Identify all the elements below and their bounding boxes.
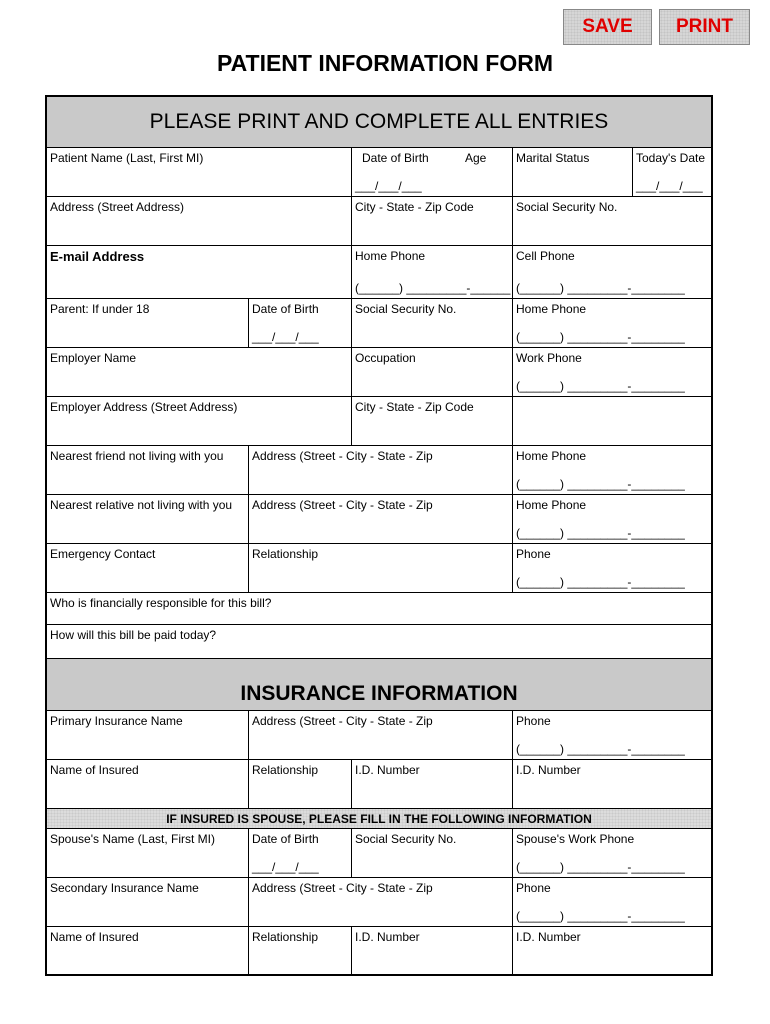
field-label: Spouse's Name (Last, First MI) [50,832,215,846]
blank-line: (______) _________-________ [516,477,685,491]
occupation-field[interactable] [352,348,513,397]
blank-line: (______) _________-________ [516,742,685,756]
empty-cell [513,397,711,446]
field-label: City - State - Zip Code [355,400,474,414]
field-label: Patient Name (Last, First MI) [50,151,204,165]
field-label: Date of Birth [252,832,319,846]
id-number-field-3[interactable] [352,927,513,974]
blank-line: ___/___/___ [355,179,422,193]
field-label: Home Phone [516,449,587,463]
financially-responsible-field[interactable] [47,593,711,625]
primary-insurance-address-field[interactable] [249,711,513,760]
id-number-field-4[interactable] [513,927,711,974]
field-label: Today's Date [636,151,705,165]
field-label: Social Security No. [355,832,457,846]
primary-insurance-name-field[interactable] [47,711,249,760]
field-label: Employer Name [50,351,137,365]
spouse-dob-field[interactable] [249,829,352,878]
field-label: E-mail Address [50,249,145,264]
field-label: Occupation [355,351,416,365]
name-of-insured-field-2[interactable] [47,927,249,974]
email-field[interactable] [47,246,352,299]
blank-line: (______) _________-________ [516,379,685,393]
work-phone-field[interactable] [513,348,711,397]
age-field[interactable] [443,148,513,197]
field-label: Address (Street - City - State - Zip [252,498,433,512]
field-label: Employer Address (Street Address) [50,400,238,414]
field-label: Primary Insurance Name [50,714,183,728]
parent-dob-field[interactable] [249,299,352,348]
cell-phone-field[interactable] [513,246,711,299]
blank-line: (______) _________-________ [516,281,685,295]
field-label: I.D. Number [516,763,581,777]
patient-form [45,95,713,976]
insurance-header: INSURANCE INFORMATION [47,659,711,711]
field-label: Date of Birth [362,151,429,165]
field-label: City - State - Zip Code [355,200,474,214]
secondary-insurance-address-field[interactable] [249,878,513,927]
field-label: Home Phone [516,302,587,316]
spouse-ssn-field[interactable] [352,829,513,878]
field-label: Phone [516,547,551,561]
blank-line: (______) _________-________ [516,575,685,589]
blank-line: (______) _________-________ [516,526,685,540]
relative-phone-field[interactable] [513,495,711,544]
parent-field[interactable] [47,299,249,348]
form-title: PATIENT INFORMATION FORM [216,50,553,76]
employer-address-field[interactable] [47,397,352,446]
blank-line: (______) _________-________ [516,330,685,344]
nearest-friend-field[interactable] [47,446,249,495]
friend-address-field[interactable] [249,446,513,495]
field-label: How will this bill be paid today? [50,628,217,642]
field-label: Address (Street - City - State - Zip [252,449,433,463]
address-field[interactable] [47,197,352,246]
blank-line: ___/___/___ [252,330,319,344]
blank-line: (______) _________-________ [516,909,685,923]
home-phone-field[interactable] [352,246,513,299]
parent-ssn-field[interactable] [352,299,513,348]
relationship-field[interactable] [249,760,352,809]
city-state-zip-field[interactable] [352,197,513,246]
spouse-subheader: IF INSURED IS SPOUSE, PLEASE FILL IN THE FOLLOWING INFORMATION [47,809,711,829]
field-label: Name of Insured [50,763,139,777]
field-label: Emergency Contact [50,547,156,561]
nearest-relative-field[interactable] [47,495,249,544]
field-label: Address (Street Address) [50,200,185,214]
field-label: Nearest relative not living with you [50,498,233,512]
blank-line: ___/___/___ [636,179,703,193]
relative-address-field[interactable] [249,495,513,544]
field-label: I.D. Number [355,930,420,944]
friend-phone-field[interactable] [513,446,711,495]
emergency-relationship-field[interactable] [249,544,513,593]
field-label: Marital Status [516,151,590,165]
employer-name-field[interactable] [47,348,352,397]
field-label: Phone [516,881,551,895]
field-label: I.D. Number [516,930,581,944]
field-label: Relationship [252,930,319,944]
field-label: Secondary Insurance Name [50,881,199,895]
field-label: Cell Phone [516,249,575,263]
section-header: PLEASE PRINT AND COMPLETE ALL ENTRIES [47,97,711,148]
todays-date-field[interactable] [633,148,711,197]
secondary-insurance-phone-field[interactable] [513,878,711,927]
name-of-insured-field[interactable] [47,760,249,809]
field-label: Address (Street - City - State - Zip [252,714,433,728]
marital-status-field[interactable] [513,148,633,197]
spouse-name-field[interactable] [47,829,249,878]
field-label: Relationship [252,763,319,777]
emergency-contact-field[interactable] [47,544,249,593]
field-label: Age [465,151,487,165]
field-label: Nearest friend not living with you [50,449,224,463]
id-number-field-2[interactable] [513,760,711,809]
blank-line: ___/___/___ [252,860,319,874]
blank-line: (______) _________-______ [355,281,511,295]
primary-insurance-phone-field[interactable] [513,711,711,760]
field-label: Home Phone [355,249,426,263]
field-label: Phone [516,714,551,728]
field-label: Who is financially responsible for this bill? [50,596,272,610]
how-paid-field[interactable] [47,625,711,659]
field-label: Social Security No. [355,302,457,316]
parent-home-phone-field[interactable] [513,299,711,348]
patient-name-field[interactable] [47,148,352,197]
id-number-field[interactable] [352,760,513,809]
field-label: Social Security No. [516,200,618,214]
field-label: I.D. Number [355,763,420,777]
field-label: Date of Birth [252,302,319,316]
field-label: Home Phone [516,498,587,512]
save-button[interactable]: SAVE [563,9,652,45]
field-label: Parent: If under 18 [50,302,150,316]
print-button[interactable]: PRINT [659,9,750,45]
relationship-field-2[interactable] [249,927,352,974]
secondary-insurance-name-field[interactable] [47,878,249,927]
spouse-work-phone-field[interactable] [513,829,711,878]
field-label: Spouse's Work Phone [516,832,635,846]
field-label: Work Phone [516,351,582,365]
emergency-phone-field[interactable] [513,544,711,593]
blank-line: (______) _________-________ [516,860,685,874]
field-label: Name of Insured [50,930,139,944]
ssn-field[interactable] [513,197,711,246]
field-label: Address (Street - City - State - Zip [252,881,433,895]
employer-city-field[interactable] [352,397,513,446]
field-label: Relationship [252,547,319,561]
